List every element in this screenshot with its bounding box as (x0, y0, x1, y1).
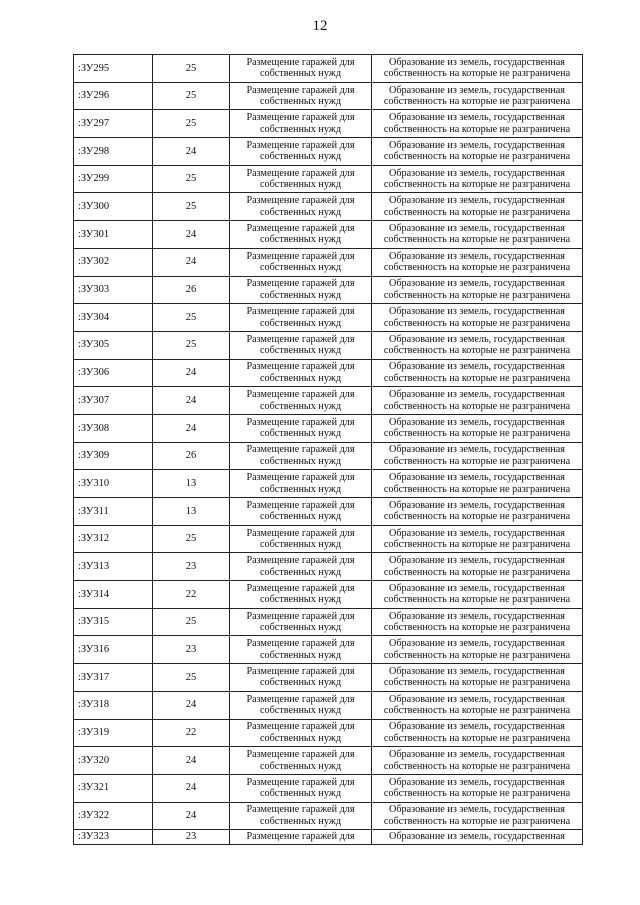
formation-method-line: собственность на которые не разграничена (383, 815, 571, 827)
plot-area-cell: 24 (153, 248, 230, 276)
formation-method-line: Образование из земель, государственная (388, 112, 565, 124)
plot-id-cell: :ЗУ307 (74, 387, 153, 415)
permitted-use-cell (230, 553, 372, 581)
permitted-use-line: Размещение гаражей для (246, 749, 355, 761)
formation-method-line: собственность на которые не разграничена (383, 649, 571, 661)
table-row (74, 276, 583, 304)
table-row (74, 470, 583, 498)
permitted-use-cell (230, 830, 372, 845)
permitted-use-cell (230, 719, 372, 747)
formation-method-line: собственность на которые не разграничена (383, 732, 571, 744)
permitted-use-cell (230, 165, 372, 193)
formation-method-cell (372, 802, 583, 830)
table-row (74, 359, 583, 387)
permitted-use-line: Размещение гаражей для (246, 638, 355, 650)
permitted-use-cell (230, 581, 372, 609)
formation-method-line: собственность на которые не разграничена (383, 677, 571, 689)
formation-method-line: собственность на которые не разграничена (383, 428, 571, 440)
formation-method-cell (372, 691, 583, 719)
formation-method-cell (372, 581, 583, 609)
permitted-use-cell (230, 498, 372, 526)
plot-id-cell: :ЗУ309 (74, 442, 153, 470)
formation-method-line: собственность на которые не разграничена (383, 262, 571, 274)
permitted-use-cell (230, 82, 372, 110)
formation-method-cell (372, 82, 583, 110)
permitted-use-line: собственных нужд (259, 594, 342, 606)
plot-area-cell: 22 (153, 581, 230, 609)
permitted-use-line: Размещение гаражей для (246, 776, 355, 788)
formation-method-line: Образование из земель, государственная (388, 250, 565, 262)
formation-method-line: собственность на которые не разграничена (383, 705, 571, 717)
table-row (74, 138, 583, 166)
formation-method-cell (372, 110, 583, 138)
plot-id-cell: :ЗУ301 (74, 221, 153, 249)
plot-id-cell: :ЗУ306 (74, 359, 153, 387)
permitted-use-line: собственных нужд (259, 677, 342, 689)
plot-id-cell: :ЗУ296 (74, 82, 153, 110)
table-row (74, 55, 583, 83)
permitted-use-line: Размещение гаражей для (246, 56, 355, 68)
table-body (74, 55, 583, 845)
permitted-use-cell (230, 636, 372, 664)
table-row (74, 498, 583, 526)
formation-method-line: собственность на которые не разграничена (383, 539, 571, 551)
formation-method-cell (372, 138, 583, 166)
table-row (74, 553, 583, 581)
plot-id-cell: :ЗУ323 (74, 830, 153, 845)
permitted-use-cell (230, 331, 372, 359)
formation-method-cell (372, 304, 583, 332)
formation-method-line: Образование из земель, государственная (388, 665, 565, 677)
permitted-use-cell (230, 747, 372, 775)
plot-id-cell: :ЗУ311 (74, 498, 153, 526)
formation-method-line: Образование из земель, государственная (388, 721, 565, 733)
formation-method-cell (372, 165, 583, 193)
permitted-use-line: собственных нужд (259, 760, 342, 772)
permitted-use-line: Размещение гаражей для (246, 250, 355, 262)
formation-method-line: собственность на которые не разграничена (383, 289, 571, 301)
permitted-use-line: Размещение гаражей для (246, 610, 355, 622)
formation-method-line: собственность на которые не разграничена (383, 511, 571, 523)
formation-method-line: собственность на которые не разграничена (383, 594, 571, 606)
table-row (74, 414, 583, 442)
permitted-use-cell (230, 525, 372, 553)
plot-id-cell: :ЗУ305 (74, 331, 153, 359)
formation-method-line: Образование из земель, государственная (388, 610, 565, 622)
formation-method-cell (372, 442, 583, 470)
formation-method-cell (372, 248, 583, 276)
plot-id-cell: :ЗУ314 (74, 581, 153, 609)
table-row (74, 608, 583, 636)
formation-method-cell (372, 55, 583, 83)
permitted-use-line: собственных нужд (259, 622, 342, 634)
plot-area-cell: 25 (153, 331, 230, 359)
permitted-use-cell (230, 442, 372, 470)
permitted-use-line: Размещение гаражей для (246, 527, 355, 539)
formation-method-cell (372, 387, 583, 415)
permitted-use-line: Размещение гаражей для (246, 804, 355, 816)
permitted-use-cell (230, 138, 372, 166)
formation-method-cell (372, 331, 583, 359)
permitted-use-cell (230, 802, 372, 830)
formation-method-cell (372, 470, 583, 498)
plot-area-cell: 24 (153, 747, 230, 775)
table-row (74, 165, 583, 193)
formation-method-cell (372, 276, 583, 304)
formation-method-line: собственность на которые не разграничена (383, 455, 571, 467)
plot-id-cell: :ЗУ303 (74, 276, 153, 304)
plot-id-cell: :ЗУ315 (74, 608, 153, 636)
table-row (74, 193, 583, 221)
formation-method-cell (372, 608, 583, 636)
permitted-use-line: собственных нужд (259, 566, 342, 578)
permitted-use-line: Размещение гаражей для (246, 693, 355, 705)
permitted-use-line: собственных нужд (259, 123, 342, 135)
permitted-use-line: собственных нужд (259, 511, 342, 523)
formation-method-line: Образование из земель, государственная (388, 306, 565, 318)
plot-id-cell: :ЗУ312 (74, 525, 153, 553)
table-row (74, 830, 583, 845)
formation-method-line: собственность на которые не разграничена (383, 206, 571, 218)
formation-method-line: Образование из земель, государственная (388, 361, 565, 373)
formation-method-line: собственность на которые не разграничена (383, 788, 571, 800)
formation-method-line: Образование из земель, государственная (388, 56, 565, 68)
plot-area-cell: 25 (153, 165, 230, 193)
plot-area-cell: 25 (153, 82, 230, 110)
plot-area-cell: 13 (153, 498, 230, 526)
formation-method-cell (372, 636, 583, 664)
permitted-use-line: Размещение гаражей для (246, 167, 355, 179)
table-row (74, 802, 583, 830)
plot-id-cell: :ЗУ321 (74, 774, 153, 802)
formation-method-line: Образование из земель, государственная (388, 139, 565, 151)
plot-id-cell: :ЗУ308 (74, 414, 153, 442)
permitted-use-line: собственных нужд (259, 289, 342, 301)
permitted-use-line: Размещение гаражей для (246, 361, 355, 373)
permitted-use-line: собственных нужд (259, 345, 342, 357)
permitted-use-line: собственных нужд (259, 179, 342, 191)
table-row (74, 664, 583, 692)
plot-id-cell: :ЗУ298 (74, 138, 153, 166)
plot-id-cell: :ЗУ297 (74, 110, 153, 138)
formation-method-line: собственность на которые не разграничена (383, 234, 571, 246)
plot-id-cell: :ЗУ317 (74, 664, 153, 692)
table-row (74, 747, 583, 775)
formation-method-cell (372, 359, 583, 387)
plot-id-cell: :ЗУ304 (74, 304, 153, 332)
permitted-use-cell (230, 470, 372, 498)
permitted-use-cell (230, 387, 372, 415)
formation-method-cell (372, 774, 583, 802)
formation-method-line: собственность на которые не разграничена (383, 317, 571, 329)
permitted-use-line: собственных нужд (259, 455, 342, 467)
plot-area-cell: 25 (153, 55, 230, 83)
permitted-use-line: собственных нужд (259, 539, 342, 551)
formation-method-line: Образование из земель, государственная (388, 693, 565, 705)
table-row (74, 691, 583, 719)
permitted-use-line: собственных нужд (259, 705, 342, 717)
formation-method-line: Образование из земель, государственная (388, 472, 565, 484)
permitted-use-cell (230, 664, 372, 692)
formation-method-line: Образование из земель, государственная (388, 555, 565, 567)
plot-id-cell: :ЗУ322 (74, 802, 153, 830)
formation-method-line: Образование из земель, государственная (388, 749, 565, 761)
table-row (74, 82, 583, 110)
table-row (74, 110, 583, 138)
plot-id-cell: :ЗУ302 (74, 248, 153, 276)
plot-id-cell: :ЗУ319 (74, 719, 153, 747)
formation-method-line: Образование из земель, государственная (388, 499, 565, 511)
permitted-use-cell (230, 55, 372, 83)
plot-area-cell: 25 (153, 664, 230, 692)
table-row (74, 331, 583, 359)
permitted-use-line: собственных нужд (259, 483, 342, 495)
formation-method-line: Образование из земель, государственная (388, 582, 565, 594)
permitted-use-cell (230, 414, 372, 442)
plot-area-cell: 24 (153, 387, 230, 415)
permitted-use-cell (230, 221, 372, 249)
formation-method-line: собственность на которые не разграничена (383, 760, 571, 772)
plot-area-cell: 23 (153, 553, 230, 581)
permitted-use-cell (230, 248, 372, 276)
plot-area-cell: 25 (153, 193, 230, 221)
permitted-use-cell (230, 608, 372, 636)
formation-method-line: собственность на которые не разграничена (383, 622, 571, 634)
permitted-use-line: собственных нужд (259, 68, 342, 80)
formation-method-line: собственность на которые не разграничена (383, 566, 571, 578)
permitted-use-line: собственных нужд (259, 372, 342, 384)
permitted-use-line: Размещение гаражей для (246, 139, 355, 151)
formation-method-line: собственность на которые не разграничена (383, 123, 571, 135)
permitted-use-line: Размещение гаражей для (246, 665, 355, 677)
plot-area-cell: 25 (153, 110, 230, 138)
formation-method-cell (372, 221, 583, 249)
permitted-use-cell (230, 193, 372, 221)
table-row (74, 581, 583, 609)
plot-area-cell: 25 (153, 608, 230, 636)
formation-method-line: собственность на которые не разграничена (383, 151, 571, 163)
formation-method-line: Образование из земель, государственная (388, 195, 565, 207)
formation-method-line: Образование из земель, государственная (388, 389, 565, 401)
land-plots-table (73, 54, 583, 845)
formation-method-line: Образование из земель, государственная (388, 416, 565, 428)
formation-method-line: Образование из земель, государственная (388, 222, 565, 234)
permitted-use-line: Размещение гаражей для (246, 112, 355, 124)
plot-area-cell: 23 (153, 830, 230, 845)
formation-method-line: собственность на которые не разграничена (383, 483, 571, 495)
permitted-use-cell (230, 304, 372, 332)
permitted-use-line: Размещение гаражей для (246, 278, 355, 290)
permitted-use-line: собственных нужд (259, 206, 342, 218)
formation-method-line: Образование из земель, государственная (388, 776, 565, 788)
plot-id-cell: :ЗУ313 (74, 553, 153, 581)
plot-area-cell: 24 (153, 359, 230, 387)
formation-method-cell (372, 414, 583, 442)
permitted-use-cell (230, 110, 372, 138)
plot-area-cell: 24 (153, 221, 230, 249)
table-row (74, 248, 583, 276)
plot-area-cell: 25 (153, 304, 230, 332)
formation-method-cell (372, 553, 583, 581)
formation-method-line: Образование из земель, государственная (388, 527, 565, 539)
permitted-use-line: собственных нужд (259, 788, 342, 800)
permitted-use-line: Размещение гаражей для (246, 444, 355, 456)
plot-area-cell: 13 (153, 470, 230, 498)
formation-method-cell (372, 498, 583, 526)
formation-method-line: Образование из земель, государственная (388, 84, 565, 96)
plot-area-cell: 26 (153, 442, 230, 470)
page-number: 12 (312, 18, 328, 34)
plot-area-cell: 26 (153, 276, 230, 304)
permitted-use-cell (230, 774, 372, 802)
formation-method-cell (372, 664, 583, 692)
permitted-use-line: собственных нужд (259, 400, 342, 412)
permitted-use-line: собственных нужд (259, 151, 342, 163)
permitted-use-cell (230, 691, 372, 719)
permitted-use-line: Размещение гаражей для (246, 389, 355, 401)
permitted-use-line: Размещение гаражей для (246, 831, 355, 843)
formation-method-line: Образование из земель, государственная (388, 804, 565, 816)
permitted-use-line: собственных нужд (259, 96, 342, 108)
plot-area-cell: 22 (153, 719, 230, 747)
table-row (74, 719, 583, 747)
permitted-use-line: Размещение гаражей для (246, 195, 355, 207)
table-row (74, 442, 583, 470)
permitted-use-line: Размещение гаражей для (246, 333, 355, 345)
plot-id-cell: :ЗУ320 (74, 747, 153, 775)
permitted-use-line: собственных нужд (259, 428, 342, 440)
table-row (74, 525, 583, 553)
permitted-use-line: Размещение гаражей для (246, 84, 355, 96)
permitted-use-line: собственных нужд (259, 234, 342, 246)
formation-method-line: Образование из земель, государственная (388, 278, 565, 290)
permitted-use-cell (230, 276, 372, 304)
formation-method-line: Образование из земель, государственная (388, 167, 565, 179)
permitted-use-line: Размещение гаражей для (246, 721, 355, 733)
plot-id-cell: :ЗУ318 (74, 691, 153, 719)
permitted-use-line: Размещение гаражей для (246, 555, 355, 567)
plot-area-cell: 24 (153, 774, 230, 802)
formation-method-line: Образование из земель, государственная (388, 638, 565, 650)
plot-id-cell: :ЗУ300 (74, 193, 153, 221)
formation-method-line: собственность на которые не разграничена (383, 372, 571, 384)
permitted-use-line: Размещение гаражей для (246, 222, 355, 234)
formation-method-line: собственность на которые не разграничена (383, 345, 571, 357)
formation-method-cell (372, 193, 583, 221)
plot-area-cell: 25 (153, 525, 230, 553)
formation-method-cell (372, 525, 583, 553)
permitted-use-line: собственных нужд (259, 815, 342, 827)
permitted-use-line: Размещение гаражей для (246, 306, 355, 318)
table-row (74, 221, 583, 249)
plot-area-cell: 24 (153, 414, 230, 442)
formation-method-cell (372, 830, 583, 845)
plot-id-cell: :ЗУ299 (74, 165, 153, 193)
formation-method-line: собственность на которые не разграничена (383, 400, 571, 412)
table-row (74, 387, 583, 415)
permitted-use-cell (230, 359, 372, 387)
permitted-use-line: собственных нужд (259, 732, 342, 744)
formation-method-cell (372, 719, 583, 747)
plot-area-cell: 24 (153, 691, 230, 719)
formation-method-line: Образование из земель, государственная (388, 444, 565, 456)
plot-area-cell: 23 (153, 636, 230, 664)
permitted-use-line: Размещение гаражей для (246, 416, 355, 428)
plot-area-cell: 24 (153, 802, 230, 830)
permitted-use-line: Размещение гаражей для (246, 582, 355, 594)
table-row (74, 636, 583, 664)
formation-method-line: Образование из земель, государственная (388, 333, 565, 345)
table-row (74, 774, 583, 802)
plot-id-cell: :ЗУ316 (74, 636, 153, 664)
permitted-use-line: собственных нужд (259, 317, 342, 329)
table-row (74, 304, 583, 332)
plot-id-cell: :ЗУ295 (74, 55, 153, 83)
formation-method-line: собственность на которые не разграничена (383, 179, 571, 191)
plot-id-cell: :ЗУ310 (74, 470, 153, 498)
plot-area-cell: 24 (153, 138, 230, 166)
formation-method-line: Образование из земель, государственная (388, 831, 565, 843)
permitted-use-line: собственных нужд (259, 649, 342, 661)
formation-method-line: собственность на которые не разграничена (383, 96, 571, 108)
formation-method-cell (372, 747, 583, 775)
permitted-use-line: собственных нужд (259, 262, 342, 274)
formation-method-line: собственность на которые не разграничена (383, 68, 571, 80)
permitted-use-line: Размещение гаражей для (246, 499, 355, 511)
permitted-use-line: Размещение гаражей для (246, 472, 355, 484)
